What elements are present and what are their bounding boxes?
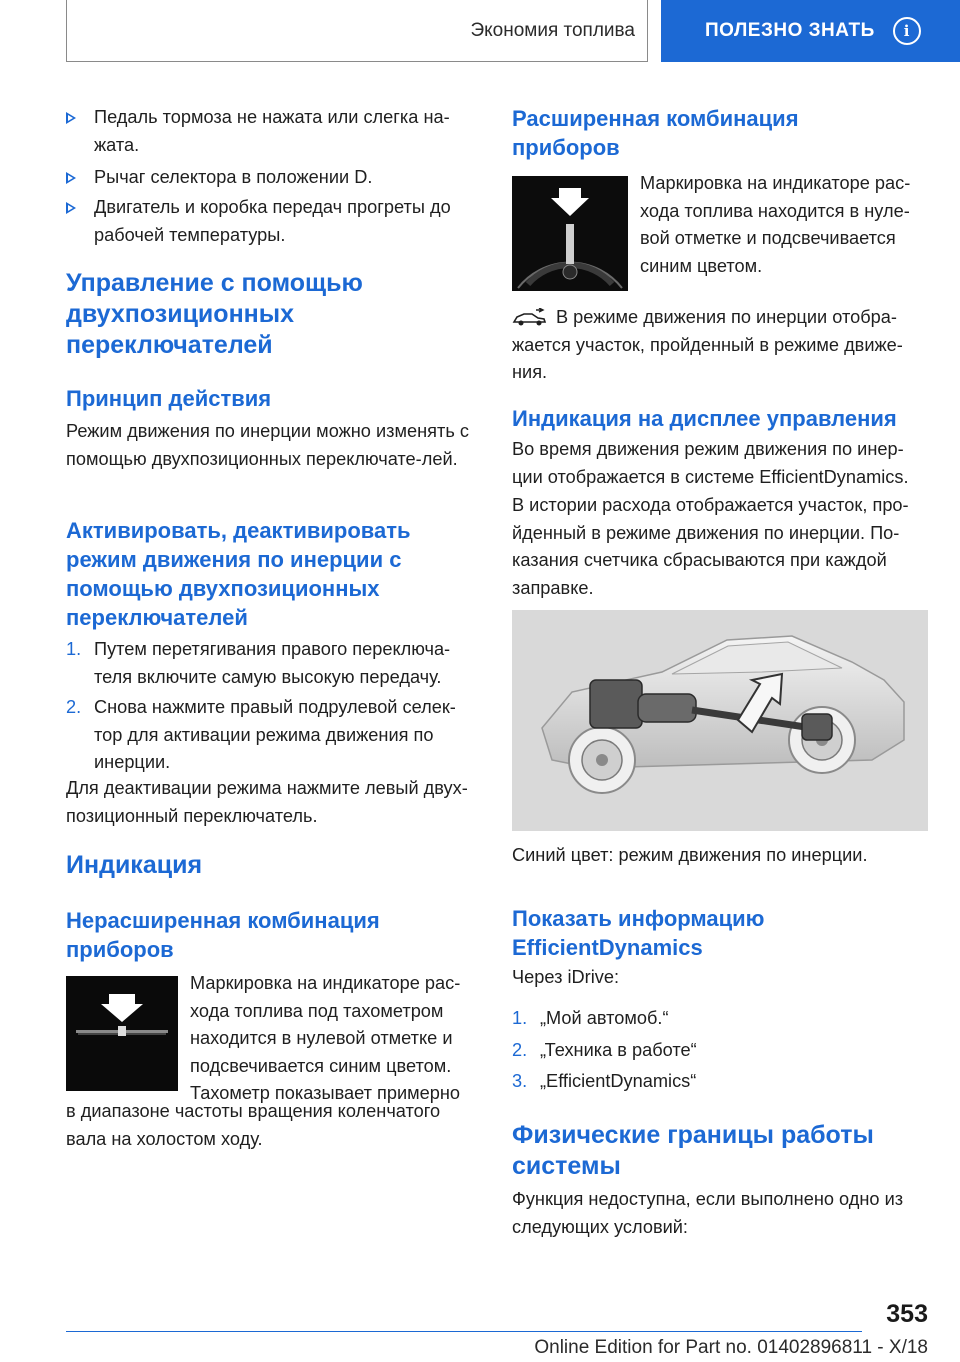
- list-number: 3.: [512, 1071, 528, 1091]
- header-active-label: ПОЛЕЗНО ЗНАТЬ: [705, 20, 875, 41]
- coasting-paragraph: В режиме движения по инерции отобра-жается участок, пройденный в режиме движе-ния.: [512, 307, 903, 382]
- float-text-block: Маркировка на индикаторе рас- хода топлива под тахометром находится в нулевой отметке и подсвечивается синим цветом. Тахометр показывает примерно: [190, 973, 461, 1103]
- list-text: „EfficientDynamics“: [540, 1071, 697, 1091]
- heading-show-info: Показать информацию EfficientDynamics: [512, 906, 765, 960]
- gauge-image-extended: [512, 176, 628, 291]
- bullet-item: [66, 194, 478, 249]
- list-text: „Техника в работе“: [540, 1040, 697, 1060]
- heading-indication: Индикация: [66, 851, 203, 879]
- paragraph-via-idrive: Через iDrive:: [512, 967, 619, 987]
- list-number: 1.: [66, 639, 82, 659]
- triangle-bullet-icon: [66, 112, 76, 124]
- list-item: [66, 636, 478, 691]
- car-coasting-icon: [512, 308, 548, 328]
- list-text: Путем перетягивания правого переключа-теля включите самую высокую передачу.: [94, 639, 451, 687]
- paragraph-display-1: Во время движения режим движения по инер-ции отображается в системе EfficientDynamics.: [512, 439, 909, 487]
- header-section-label: Экономия топлива: [470, 19, 635, 41]
- list-number: 2.: [512, 1040, 528, 1060]
- list-text: „Мой автомоб.“: [540, 1008, 669, 1028]
- heading-display: Индикация на дисплее управления: [512, 406, 897, 431]
- list-number: 1.: [512, 1008, 528, 1028]
- car-drivetrain-image: [512, 610, 928, 831]
- list-item: [66, 694, 478, 777]
- paragraph-principle: Режим движения по инерции можно изменять с помощью двухпозиционных переключате-лей.: [66, 421, 469, 469]
- heading-control: Управление с помощью двухпозиционных переключателей: [66, 269, 363, 359]
- paragraph-deactivate: Для деактивации режима нажмите левый двух-позиционный переключатель.: [66, 778, 468, 826]
- paragraph-display-2: В истории расхода отображается участок, про-йденный в режиме движения по инерции. По-казания счетчика сбрасываются при каждой заправке.: [512, 495, 909, 598]
- header-active-tab[interactable]: [661, 0, 960, 62]
- heading-activate: Активировать, деактивировать режим движения по инерции с помощью двухпозиционных переключателей: [66, 518, 411, 630]
- float-text-extended: Маркировка на индикаторе рас-хода топлива находится в нуле-вой отметке и подсвечивается синим цветом.: [640, 173, 911, 276]
- triangle-bullet-icon: [66, 172, 76, 184]
- info-icon: i: [893, 17, 921, 45]
- triangle-bullet-icon: [66, 202, 76, 214]
- heading-limits: Физические границы работы системы: [512, 1121, 874, 1180]
- page-number: 353: [886, 1300, 928, 1328]
- footer-edition: Online Edition for Part no. 01402896811 - X/18: [534, 1337, 928, 1358]
- bullet-item: [66, 104, 478, 159]
- list-item: [512, 1037, 928, 1065]
- footer-divider: [66, 1331, 862, 1332]
- bullet-text: Рычаг селектора в положении D.: [94, 167, 373, 187]
- list-number: 2.: [66, 697, 82, 717]
- bullet-text: Педаль тормоза не нажата или слегка на-жата.: [94, 107, 450, 155]
- list-text: Снова нажмите правый подрулевой селек-тор для активации режима движения по инерции.: [94, 697, 456, 772]
- list-item: [512, 1068, 928, 1096]
- paragraph-after-float: в диапазоне частоты вращения коленчатого вала на холостом ходу.: [66, 1101, 441, 1149]
- bullet-text: Двигатель и коробка передач прогреты до рабочей температуры.: [94, 197, 451, 245]
- list-item: [512, 1005, 928, 1033]
- image-caption: Синий цвет: режим движения по инерции.: [512, 845, 868, 865]
- header-section-tab[interactable]: [66, 0, 648, 62]
- heading-principle: Принцип действия: [66, 386, 272, 411]
- heading-nonextended: Нерасширенная комбинация приборов: [66, 908, 380, 962]
- bullet-item: [66, 164, 478, 192]
- gauge-image-small: [66, 976, 178, 1091]
- heading-extended: Расширенная комбинация приборов: [512, 106, 799, 160]
- paragraph-limits: Функция недоступна, если выполнено одно из следующих условий:: [512, 1189, 904, 1237]
